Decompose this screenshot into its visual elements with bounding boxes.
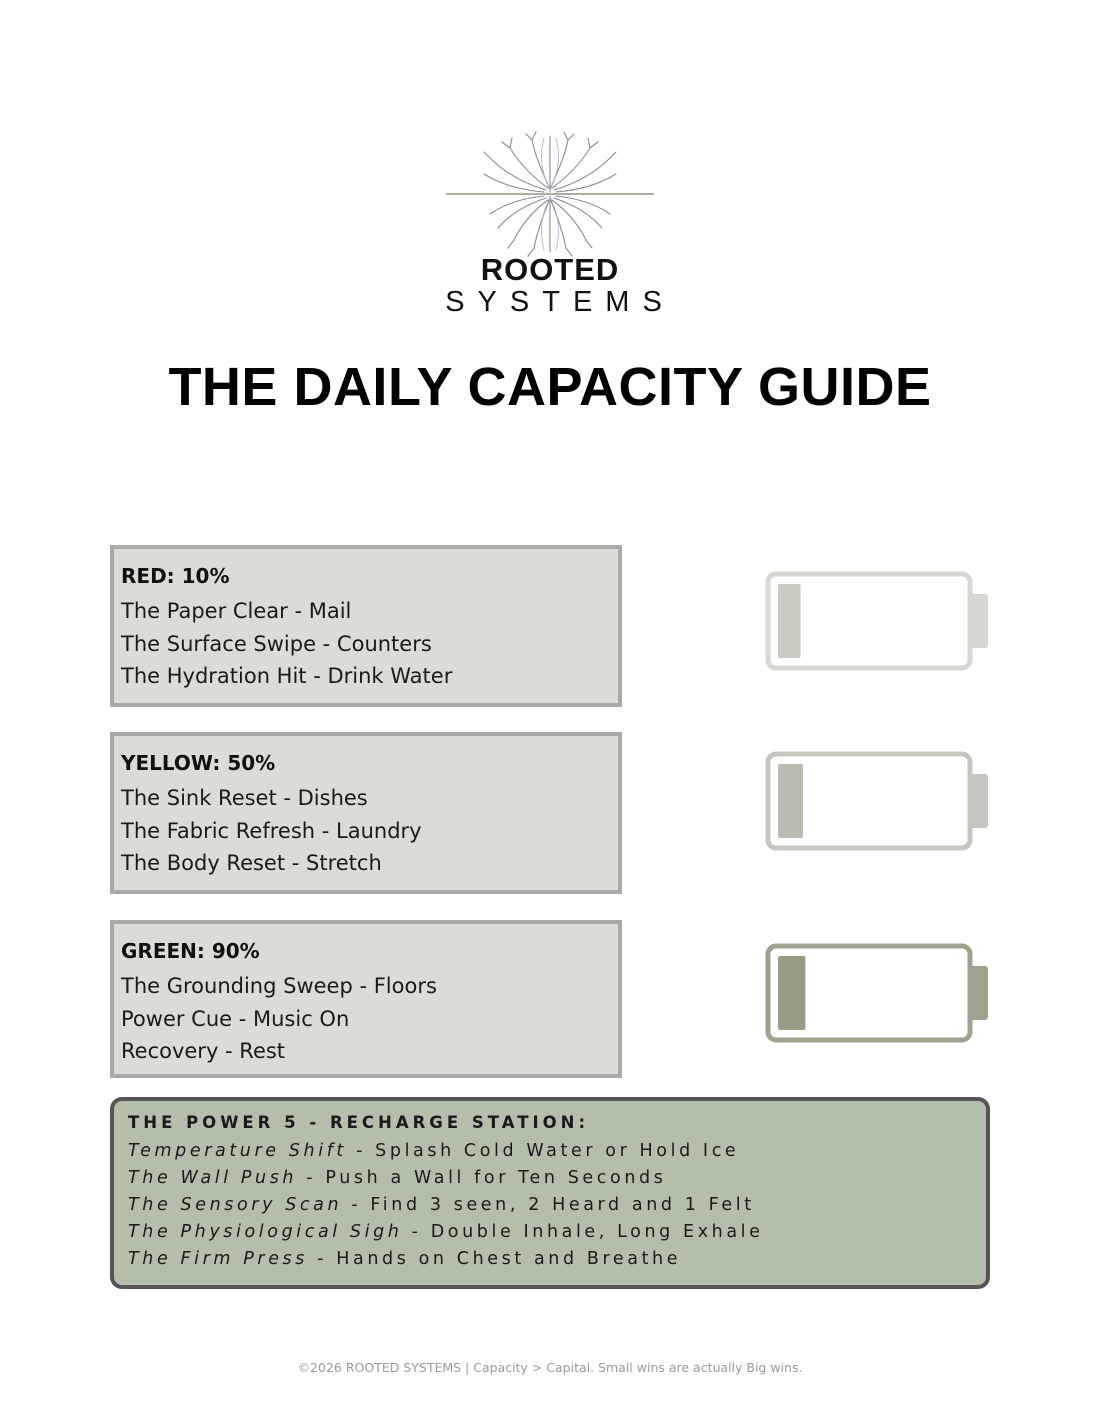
recharge-item	[128, 1246, 764, 1273]
battery-medium-icon	[765, 750, 993, 852]
recharge-item-desc: - Splash Cold Water or Hold Ice	[346, 1141, 740, 1161]
recharge-item-name: The Firm Press	[128, 1249, 308, 1269]
brand-name: ROOTED	[480, 252, 620, 287]
list-item: The Surface Swipe - Counters	[121, 631, 432, 656]
battery-terminal	[970, 966, 988, 1020]
battery-low-icon	[765, 570, 993, 672]
recharge-item-desc: - Push a Wall for Ten Seconds	[297, 1168, 667, 1188]
battery-terminal	[970, 774, 988, 828]
recharge-item-name: The Wall Push	[128, 1168, 298, 1188]
recharge-item-name: The Sensory Scan	[128, 1195, 343, 1215]
page-title: THE DAILY CAPACITY GUIDE	[168, 357, 932, 417]
battery-charge-bar	[778, 764, 803, 838]
list-item: The Hydration Hit - Drink Water	[121, 664, 453, 688]
battery-high-icon	[765, 942, 993, 1044]
recharge-item	[128, 1138, 764, 1165]
level-card-yellow	[110, 732, 622, 894]
level-card-green	[110, 920, 622, 1078]
level-heading: RED: 10%	[121, 564, 230, 588]
battery-charge-bar	[778, 956, 805, 1030]
recharge-heading: THE POWER 5 - RECHARGE STATION:	[128, 1113, 590, 1132]
list-item: The Sink Reset - Dishes	[121, 786, 368, 810]
list-item: The Fabric Refresh - Laundry	[121, 818, 422, 843]
recharge-item-name: Temperature Shift	[128, 1141, 347, 1161]
list-item: Recovery - Rest	[121, 1039, 286, 1063]
recharge-item	[128, 1165, 764, 1192]
list-item: The Paper Clear - Mail	[121, 599, 352, 623]
battery-terminal	[970, 594, 988, 648]
recharge-item	[128, 1192, 764, 1219]
battery-charge-bar	[778, 584, 801, 658]
recharge-list	[128, 1138, 764, 1273]
tree-with-roots-icon	[440, 130, 660, 260]
footer-text: ©2026 ROOTED SYSTEMS | Capacity > Capital. Small wins are actually Big wins.	[297, 1360, 803, 1375]
level-heading: YELLOW: 50%	[121, 751, 276, 775]
level-card-red	[110, 545, 622, 707]
list-item: Power Cue - Music On	[121, 1006, 350, 1031]
brand-subtitle: SYSTEMS	[445, 286, 675, 318]
recharge-item-desc: - Hands on Chest and Breathe	[308, 1249, 682, 1269]
list-item: The Grounding Sweep - Floors	[121, 974, 437, 998]
list-item: The Body Reset - Stretch	[121, 851, 382, 875]
recharge-item-name: The Physiological Sigh	[128, 1222, 403, 1242]
recharge-station-panel	[110, 1097, 990, 1289]
level-heading: GREEN: 90%	[121, 939, 260, 963]
recharge-item	[128, 1219, 764, 1246]
recharge-item-desc: - Double Inhale, Long Exhale	[402, 1222, 764, 1242]
recharge-item-desc: - Find 3 seen, 2 Heard and 1 Felt	[342, 1195, 755, 1215]
